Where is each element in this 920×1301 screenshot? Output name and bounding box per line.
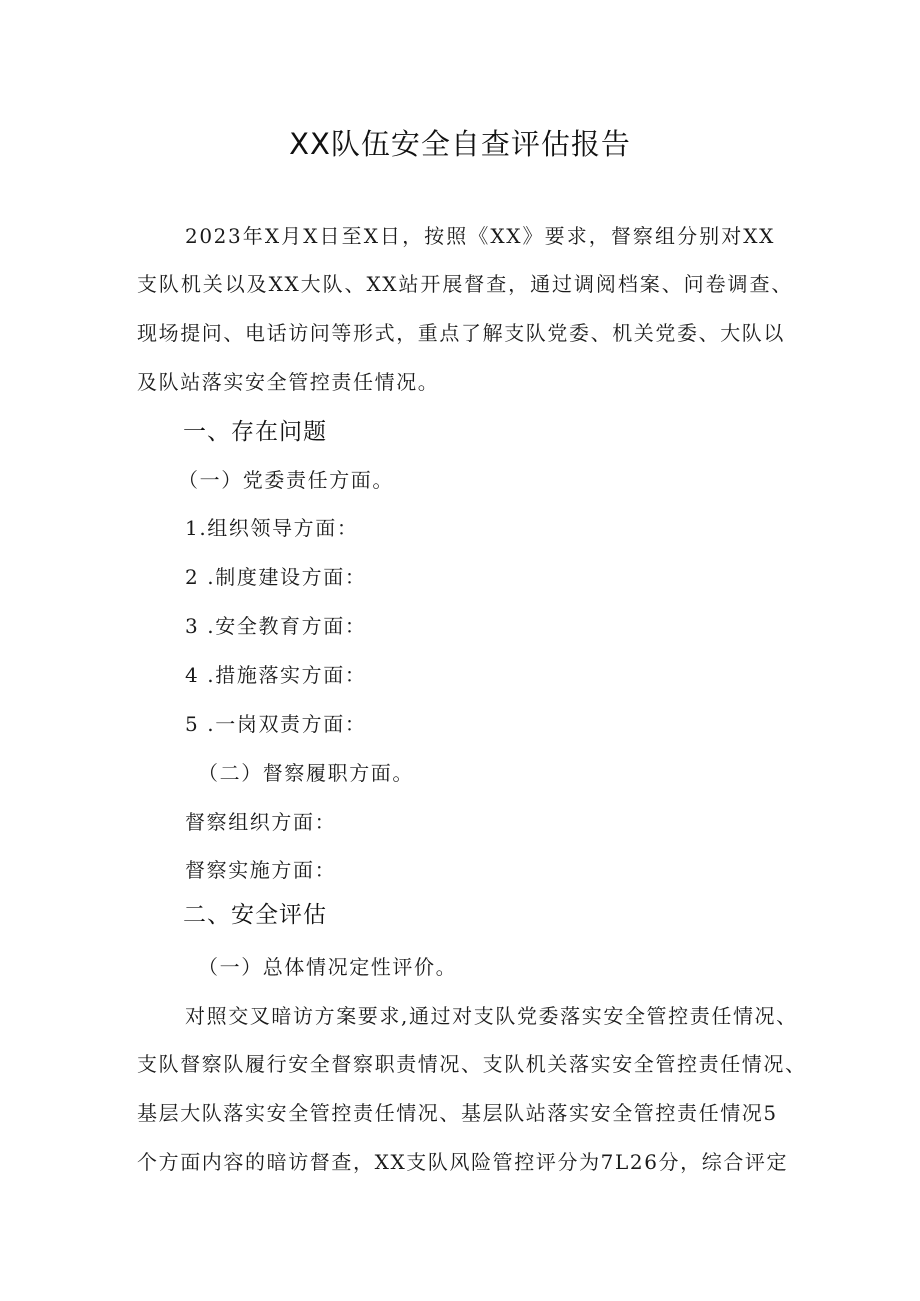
assessment-line-1: 对照交叉暗访方案要求,通过对支队党委落实安全管控责任情况、 xyxy=(185,1004,798,1028)
intro-line-3: 现场提问、电话访问等形式，重点了解支队党委、机关党委、大队以 xyxy=(137,321,785,345)
intro-line-1: 2023年X月X日至X日，按照《XX》要求，督察组分别对XX xyxy=(185,224,775,248)
list-item: 5 .一岗双责方面： xyxy=(185,712,367,736)
assessment-line-2: 支队督察队履行安全督察职责情况、支队机关落实安全管控责任情况、 xyxy=(137,1052,807,1076)
section-heading-problems: 一、存在问题 xyxy=(183,419,327,445)
section-heading-assessment: 二、安全评估 xyxy=(183,902,327,928)
intro-line-2: 支队机关以及XX大队、XX站开展督查，通过调阅档案、问卷调查、 xyxy=(137,272,793,296)
list-item: 4 .措施落实方面： xyxy=(185,663,367,687)
subsection-overall: （一）总体情况定性评价。 xyxy=(198,955,458,979)
document-title: XX队伍安全自查评估报告 xyxy=(289,127,631,161)
list-item: 2 .制度建设方面： xyxy=(185,565,367,589)
assessment-line-4: 个方面内容的暗访督查，XX支队风险管控评分为7L26分，综合评定 xyxy=(137,1150,789,1174)
subsection-party-committee: （一）党委责任方面。 xyxy=(178,468,394,492)
intro-line-4: 及队站落实安全管控责任情况。 xyxy=(137,370,440,394)
subsection-supervision: （二）督察履职方面。 xyxy=(198,761,414,785)
list-item: 督察实施方面： xyxy=(185,858,337,882)
list-item: 督察组织方面： xyxy=(185,810,337,834)
list-item: 3 .安全教育方面： xyxy=(185,614,367,638)
assessment-line-3: 基层大队落实安全管控责任情况、基层队站落实安全管控责任情况5 xyxy=(137,1101,778,1125)
list-item: 1.组织领导方面： xyxy=(185,516,359,540)
